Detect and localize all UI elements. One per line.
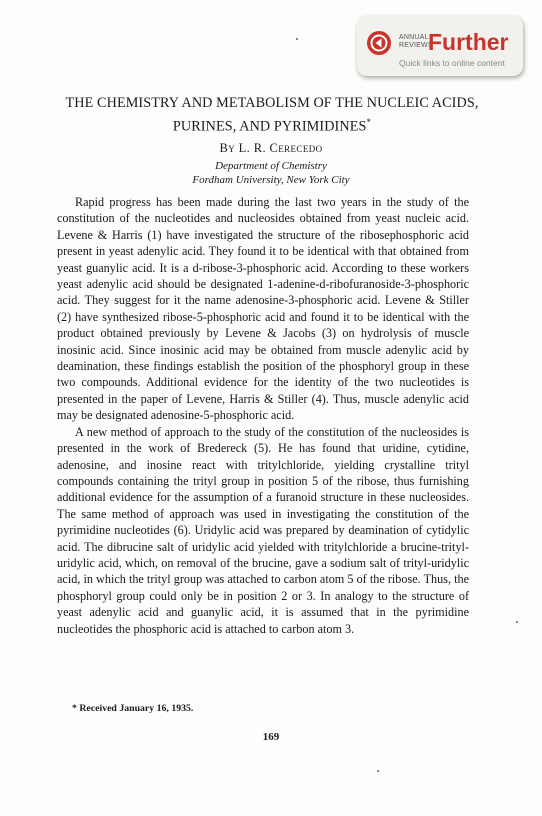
scan-speck bbox=[377, 770, 379, 772]
page-number: 169 bbox=[262, 731, 280, 743]
banner-subtitle[interactable]: Quick links to online content bbox=[399, 58, 505, 68]
article-body bbox=[57, 194, 469, 637]
title-footnote-marker: * bbox=[366, 116, 372, 127]
author-byline: By L. R. Cerecedo bbox=[219, 141, 323, 155]
university: Fordham University, New York City bbox=[192, 174, 350, 186]
banner-title[interactable]: Further bbox=[428, 29, 509, 55]
department: Department of Chemistry bbox=[215, 160, 327, 172]
brand-line-1: ANNUAL bbox=[399, 34, 429, 41]
article-title-text: THE CHEMISTRY AND METABOLISM OF THE NUCLEIC ACIDS, PURINES, AND PYRIMIDINES bbox=[65, 95, 479, 135]
annual-reviews-logo-icon bbox=[367, 31, 391, 55]
received-footnote: * Received January 16, 1935. bbox=[72, 703, 194, 714]
further-banner[interactable] bbox=[357, 16, 523, 76]
scan-speck bbox=[296, 38, 298, 40]
scan-speck bbox=[516, 621, 518, 623]
article-title bbox=[60, 94, 484, 136]
brand-line-2: REVIEWS bbox=[399, 42, 433, 49]
paragraph-2: A new method of approach to the study of the constitution of the nucleosides is presented in the work of Bredereck (5). He has found that uridine, cytidine, adenosine, and inosine react with tritylchloride, yielding crystalline trityl compounds containing the trityl group in position 5 of the ribose, thus furnishing additional evidence for the assumption of a furanoid structure in these nucleosides. The same method of approach was used in investigating the constitution of the pyrimidine nucleotides (6). Uridylic acid was prepared by deamination of cytidylic acid. The dibrucine salt of uridylic acid yielded with tritylchloride a brucine-trityl-uridylic acid, which, on removal of the brucine, gave a sodium salt of trityl-uridylic acid, in which the trityl group was attached to carbon atom 5 of the ribose. Thus, the phosphoryl group could only be in position 2 or 3. In analogy to the structure of yeast adenylic acid and guanylic acid, it is assumed that in the pyrimidine nucleotides the phosphoric acid is attached to carbon atom 3. bbox=[57, 424, 469, 636]
banner-brand bbox=[399, 34, 433, 50]
paragraph-1: Rapid progress has been made during the last two years in the study of the constitution of the nucleotides and nucleosides obtained from yeast nucleic acid. Levene & Harris (1) have investigated the structure of the ribosephosphoric acid present in yeast adenylic acid. They found it to be identical with that obtained from yeast guanylic acid. It is a d-ribose-3-phosphoric acid. According to these workers yeast adenylic acid should be designated 1-adenine-d-ribofuranoside-3-phosphoric acid. They suggest for it the name adenosine-3-phosphoric acid. Levene & Stiller (2) have synthesized ribose-5-phosphoric acid and found it to be identical with the product obtained previously by Levene & Jacobs (3) on hydrolysis of muscle inosinic acid. Since inosinic acid may be obtained from muscle adenylic acid by deamination, these findings establish the position of the phosphoryl group in these two compounds. Additional evidence for the identity of the two nucleotides is presented in the paper of Levene, Harris & Stiller (4). Thus, muscle adenylic acid may be designated adenosine-5-phosphoric acid. bbox=[57, 195, 469, 423]
